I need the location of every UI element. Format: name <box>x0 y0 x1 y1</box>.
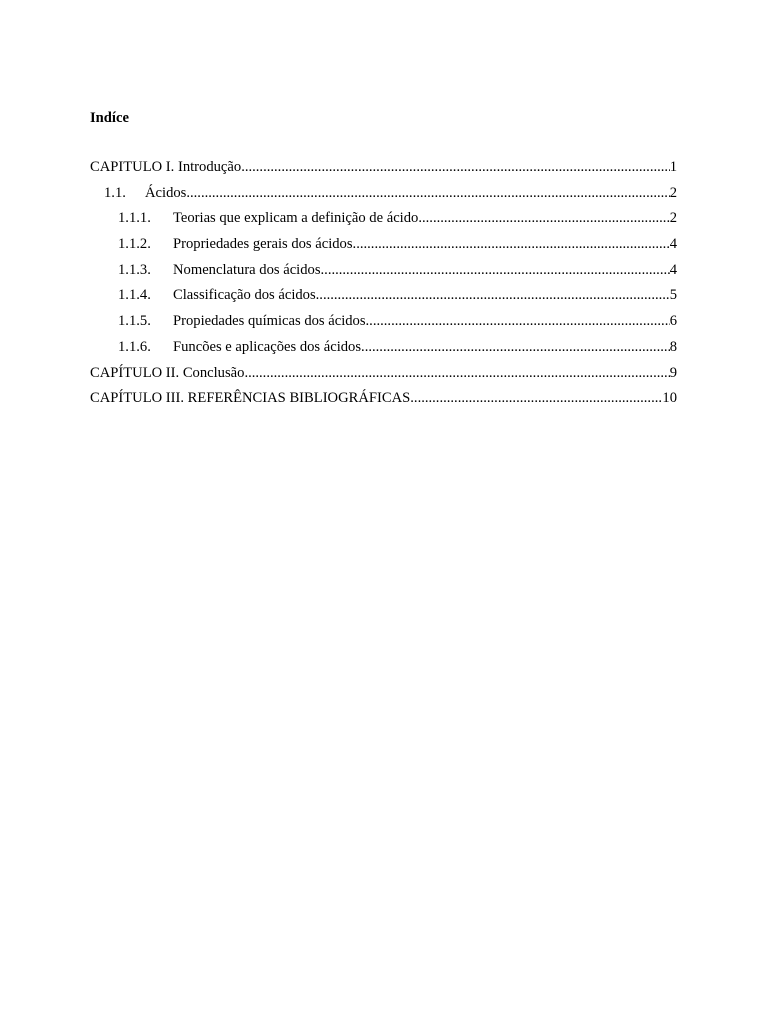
toc-entry[interactable] <box>90 259 677 285</box>
toc-entry-number: 1.1.5. <box>118 313 151 330</box>
toc-leader-dots <box>353 233 670 255</box>
toc-entry-number: 1.1.1. <box>118 210 151 227</box>
table-of-contents <box>90 156 677 413</box>
toc-leader-dots <box>366 310 670 332</box>
toc-entry-page: 8 <box>669 338 677 355</box>
toc-leader-dots <box>244 362 669 384</box>
toc-entry-text: Funcões e aplicações dos ácidos <box>173 338 362 355</box>
toc-entry-page: 5 <box>669 287 677 304</box>
toc-entry[interactable] <box>90 310 677 336</box>
toc-entry-number: 1.1.3. <box>118 261 151 278</box>
toc-leader-dots <box>186 182 669 204</box>
toc-entry-text: Nomenclatura dos ácidos <box>173 261 321 278</box>
toc-entry-number: 1.1.4. <box>118 287 151 304</box>
toc-entry[interactable] <box>90 387 677 413</box>
toc-entry-page: 9 <box>669 364 677 381</box>
toc-entry-page: 10 <box>662 390 677 407</box>
toc-entry-text: CAPÍTULO III. REFERÊNCIAS BIBLIOGRÁFICAS <box>90 390 411 407</box>
toc-leader-dots <box>241 156 670 178</box>
toc-entry-text: Propiedades químicas dos ácidos <box>173 313 366 330</box>
toc-entry-text: Ácidos <box>145 184 187 201</box>
toc-entry-page: 4 <box>669 261 677 278</box>
toc-entry[interactable] <box>90 182 677 208</box>
toc-entry-number: 1.1.6. <box>118 338 151 355</box>
toc-entry-page: 1 <box>669 159 677 175</box>
toc-entry-number: 1.1. <box>104 184 126 201</box>
toc-leader-dots <box>316 284 670 306</box>
toc-leader-dots <box>410 387 662 409</box>
toc-entry-text: CAPÍTULO II. Conclusão <box>90 364 245 381</box>
toc-entry[interactable] <box>90 336 677 362</box>
toc-heading: Indíce <box>90 110 129 126</box>
toc-entry[interactable] <box>90 233 677 259</box>
toc-entry-text: CAPITULO I. Introdução <box>90 159 242 175</box>
toc-entry-page: 6 <box>669 313 677 330</box>
toc-entry-number: 1.1.2. <box>118 236 151 253</box>
toc-entry-page: 4 <box>669 236 677 253</box>
toc-entry[interactable] <box>90 362 677 388</box>
toc-entry[interactable] <box>90 207 677 233</box>
toc-entry-page: 2 <box>669 210 677 227</box>
toc-entry[interactable] <box>90 156 677 182</box>
toc-entry[interactable] <box>90 284 677 310</box>
toc-leader-dots <box>361 336 670 358</box>
toc-entry-text: Classificação dos ácidos <box>173 287 316 304</box>
toc-entry-page: 2 <box>669 184 677 201</box>
toc-entry-text: Teorias que explicam a definição de ácido <box>173 210 419 227</box>
toc-entry-text: Propriedades gerais dos ácidos <box>173 236 353 253</box>
toc-leader-dots <box>418 207 669 229</box>
toc-leader-dots <box>321 259 670 281</box>
